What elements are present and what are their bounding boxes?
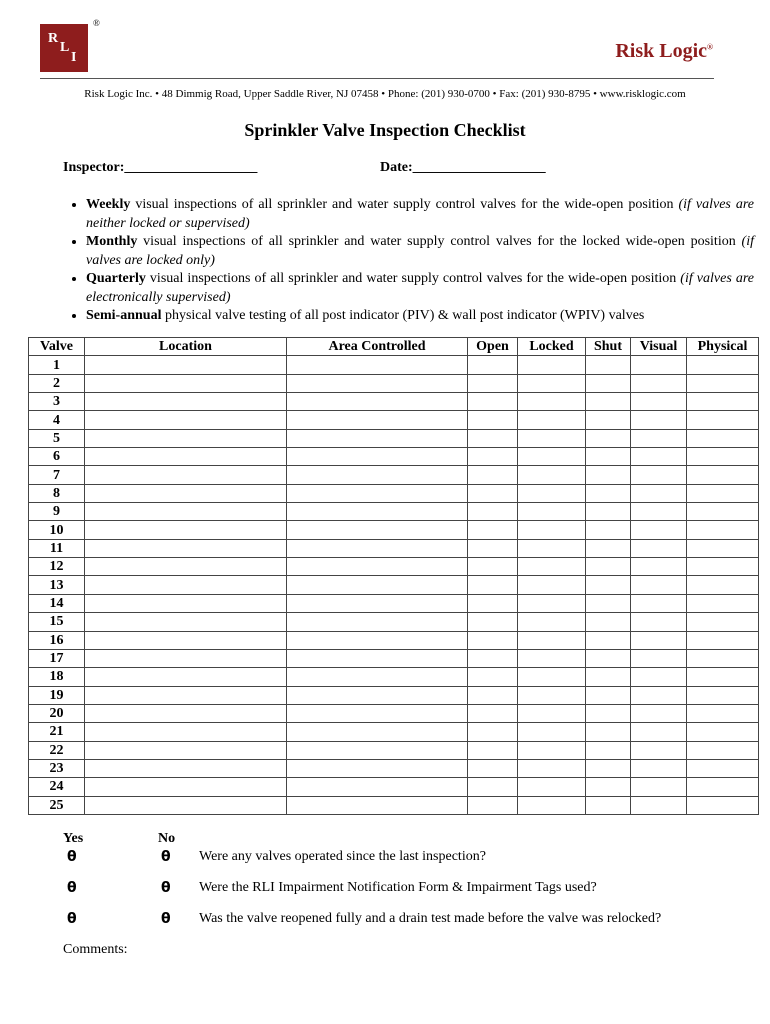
table-cell[interactable] [586, 649, 631, 667]
table-cell[interactable] [287, 796, 468, 814]
brand-registered-mark: ® [707, 42, 713, 52]
table-cell[interactable] [468, 521, 518, 539]
table-cell[interactable] [287, 521, 468, 539]
table-cell[interactable] [85, 741, 287, 759]
table-cell[interactable] [287, 466, 468, 484]
table-cell[interactable] [631, 668, 687, 686]
table-cell[interactable] [687, 594, 759, 612]
table-cell[interactable] [631, 631, 687, 649]
table-cell[interactable] [631, 686, 687, 704]
column-header-valve: Valve [29, 338, 85, 356]
table-row [29, 723, 759, 741]
yes-checkbox[interactable]: θ [67, 849, 77, 865]
table-cell[interactable] [687, 649, 759, 667]
comments-label: Comments: [63, 942, 128, 957]
table-cell[interactable] [287, 411, 468, 429]
table-cell[interactable] [518, 668, 586, 686]
no-column-label: No [158, 831, 176, 846]
yes-column-label: Yes [63, 831, 84, 846]
table-cell[interactable] [468, 796, 518, 814]
table-cell[interactable] [85, 686, 287, 704]
table-cell[interactable] [586, 521, 631, 539]
table-cell[interactable] [85, 521, 287, 539]
table-row [29, 411, 759, 429]
column-header-area-controlled: Area Controlled [287, 338, 468, 356]
table-cell[interactable] [468, 759, 518, 777]
table-cell[interactable] [468, 411, 518, 429]
frequency-label: Quarterly [86, 271, 146, 286]
brand-name [615, 40, 713, 63]
table-cell[interactable] [631, 429, 687, 447]
table-row [29, 484, 759, 502]
frequency-description: visual inspections of all sprinkler and water supply control valves for the wide-open position [145, 271, 681, 286]
valve-number: 25 [29, 796, 85, 814]
valve-number: 5 [29, 429, 85, 447]
table-row [29, 631, 759, 649]
table-row [29, 613, 759, 631]
table-cell[interactable] [468, 539, 518, 557]
table-cell[interactable] [586, 704, 631, 722]
table-cell[interactable] [468, 393, 518, 411]
no-checkbox[interactable]: θ [161, 911, 171, 927]
table-row [29, 558, 759, 576]
table-cell[interactable] [586, 631, 631, 649]
table-cell[interactable] [687, 429, 759, 447]
table-row [29, 576, 759, 594]
table-header-row [29, 338, 759, 356]
table-cell[interactable] [631, 594, 687, 612]
table-cell[interactable] [586, 686, 631, 704]
valve-number: 15 [29, 613, 85, 631]
table-cell[interactable] [518, 759, 586, 777]
table-cell[interactable] [518, 704, 586, 722]
table-cell[interactable] [468, 668, 518, 686]
table-cell[interactable] [85, 558, 287, 576]
valve-number: 8 [29, 484, 85, 502]
table-row [29, 594, 759, 612]
table-cell[interactable] [287, 539, 468, 557]
table-cell[interactable] [85, 484, 287, 502]
table-cell[interactable] [586, 558, 631, 576]
table-cell[interactable] [586, 503, 631, 521]
table-cell[interactable] [85, 539, 287, 557]
table-cell[interactable] [85, 503, 287, 521]
table-cell[interactable] [631, 503, 687, 521]
table-cell[interactable] [85, 613, 287, 631]
table-row [29, 521, 759, 539]
table-cell[interactable] [518, 466, 586, 484]
table-row [29, 393, 759, 411]
logo-registered-mark: ® [93, 18, 100, 28]
table-cell[interactable] [468, 631, 518, 649]
table-row [29, 649, 759, 667]
list-item [86, 233, 754, 270]
table-row [29, 704, 759, 722]
table-cell[interactable] [287, 503, 468, 521]
question-text: Were any valves operated since the last inspection? [199, 849, 486, 864]
logo-letter-i: I [71, 50, 77, 65]
table-cell[interactable] [687, 576, 759, 594]
table-cell[interactable] [85, 649, 287, 667]
table-cell[interactable] [687, 448, 759, 466]
table-row [29, 741, 759, 759]
table-cell[interactable] [687, 356, 759, 374]
table-cell[interactable] [518, 558, 586, 576]
table-cell[interactable] [468, 484, 518, 502]
table-cell[interactable] [631, 484, 687, 502]
frequency-description: physical valve testing of all post indicator (PIV) & wall post indicator (WPIV) valves [161, 308, 645, 323]
logo-letter-r: R [48, 31, 59, 46]
table-cell[interactable] [85, 704, 287, 722]
table-cell[interactable] [586, 778, 631, 796]
table-cell[interactable] [687, 631, 759, 649]
frequency-description: visual inspections of all sprinkler and water supply control valves for the wide-open position [130, 197, 679, 212]
table-cell[interactable] [518, 796, 586, 814]
table-cell[interactable] [287, 356, 468, 374]
valve-number: 2 [29, 374, 85, 392]
table-cell[interactable] [287, 393, 468, 411]
table-cell[interactable] [85, 759, 287, 777]
frequency-label: Monthly [86, 234, 138, 249]
frequency-description: visual inspections of all sprinkler and water supply control valves for the locked wide-open position [137, 234, 742, 249]
valve-number: 24 [29, 778, 85, 796]
table-cell[interactable] [586, 668, 631, 686]
table-cell[interactable] [287, 429, 468, 447]
table-cell[interactable] [468, 613, 518, 631]
table-cell[interactable] [518, 613, 586, 631]
table-cell[interactable] [468, 448, 518, 466]
table-cell[interactable] [85, 411, 287, 429]
valve-number: 22 [29, 741, 85, 759]
table-cell[interactable] [631, 778, 687, 796]
table-cell[interactable] [468, 466, 518, 484]
table-cell[interactable] [468, 558, 518, 576]
table-cell[interactable] [687, 723, 759, 741]
valve-inspection-table [28, 337, 759, 815]
table-cell[interactable] [468, 503, 518, 521]
table-cell[interactable] [518, 576, 586, 594]
table-cell[interactable] [687, 613, 759, 631]
table-cell[interactable] [287, 668, 468, 686]
column-header-locked: Locked [518, 338, 586, 356]
table-cell[interactable] [687, 558, 759, 576]
valve-number: 7 [29, 466, 85, 484]
question-text: Was the valve reopened fully and a drain test made before the valve was relocked? [199, 911, 662, 926]
table-cell[interactable] [687, 778, 759, 796]
valve-number: 10 [29, 521, 85, 539]
table-cell[interactable] [586, 411, 631, 429]
table-row [29, 429, 759, 447]
header-divider [40, 78, 714, 79]
table-cell[interactable] [287, 594, 468, 612]
table-cell[interactable] [85, 796, 287, 814]
table-cell[interactable] [687, 466, 759, 484]
list-item [86, 196, 754, 233]
table-cell[interactable] [687, 503, 759, 521]
table-cell[interactable] [287, 759, 468, 777]
table-cell[interactable] [287, 613, 468, 631]
table-cell[interactable] [287, 704, 468, 722]
table-cell[interactable] [287, 558, 468, 576]
table-cell[interactable] [687, 484, 759, 502]
table-cell[interactable] [631, 759, 687, 777]
column-header-open: Open [468, 338, 518, 356]
valve-number: 12 [29, 558, 85, 576]
table-cell[interactable] [586, 796, 631, 814]
table-cell[interactable] [518, 539, 586, 557]
frequency-condition: (if valves are neither locked or supervised) [86, 197, 754, 231]
table-cell[interactable] [586, 429, 631, 447]
column-header-visual: Visual [631, 338, 687, 356]
table-cell[interactable] [518, 631, 586, 649]
table-cell[interactable] [518, 484, 586, 502]
table-cell[interactable] [631, 723, 687, 741]
table-cell[interactable] [287, 741, 468, 759]
table-cell[interactable] [468, 374, 518, 392]
column-header-physical: Physical [687, 338, 759, 356]
valve-number: 4 [29, 411, 85, 429]
table-cell[interactable] [687, 521, 759, 539]
table-row [29, 686, 759, 704]
table-cell[interactable] [468, 649, 518, 667]
table-cell[interactable] [586, 539, 631, 557]
table-cell[interactable] [518, 594, 586, 612]
table-cell[interactable] [518, 503, 586, 521]
table-cell[interactable] [468, 594, 518, 612]
frequency-condition: (if valves are locked only) [86, 234, 754, 268]
table-cell[interactable] [687, 668, 759, 686]
table-cell[interactable] [586, 576, 631, 594]
table-row [29, 374, 759, 392]
valve-number: 16 [29, 631, 85, 649]
table-cell[interactable] [287, 686, 468, 704]
table-cell[interactable] [631, 539, 687, 557]
table-row [29, 778, 759, 796]
table-cell[interactable] [518, 741, 586, 759]
table-cell[interactable] [518, 778, 586, 796]
table-cell[interactable] [287, 484, 468, 502]
table-cell[interactable] [631, 649, 687, 667]
table-cell[interactable] [687, 686, 759, 704]
frequency-label: Weekly [86, 197, 131, 212]
table-cell[interactable] [631, 411, 687, 429]
table-cell[interactable] [85, 448, 287, 466]
column-header-location: Location [85, 338, 287, 356]
brand-name-text: Risk Logic [615, 40, 708, 62]
table-cell[interactable] [687, 393, 759, 411]
table-cell[interactable] [85, 466, 287, 484]
table-cell[interactable] [631, 558, 687, 576]
table-cell[interactable] [85, 374, 287, 392]
table-cell[interactable] [586, 759, 631, 777]
table-cell[interactable] [468, 723, 518, 741]
table-row [29, 466, 759, 484]
table-cell[interactable] [518, 356, 586, 374]
table-cell[interactable] [287, 448, 468, 466]
table-cell[interactable] [586, 448, 631, 466]
frequency-label: Semi-annual [86, 308, 162, 323]
table-cell[interactable] [287, 649, 468, 667]
table-cell[interactable] [468, 741, 518, 759]
frequency-condition: (if valves are electronically supervised) [86, 271, 754, 305]
table-cell[interactable] [687, 796, 759, 814]
table-cell[interactable] [518, 374, 586, 392]
valve-number: 3 [29, 393, 85, 411]
question-text: Were the RLI Impairment Notification Form & Impairment Tags used? [199, 880, 597, 895]
table-row [29, 759, 759, 777]
table-cell[interactable] [85, 356, 287, 374]
table-cell[interactable] [631, 466, 687, 484]
valve-rows [29, 356, 759, 815]
table-cell[interactable] [85, 668, 287, 686]
table-cell[interactable] [631, 356, 687, 374]
table-cell[interactable] [631, 521, 687, 539]
table-cell[interactable] [586, 356, 631, 374]
table-cell[interactable] [85, 576, 287, 594]
valve-number: 6 [29, 448, 85, 466]
table-cell[interactable] [287, 778, 468, 796]
table-cell[interactable] [631, 448, 687, 466]
table-cell[interactable] [85, 723, 287, 741]
table-cell[interactable] [687, 759, 759, 777]
table-cell[interactable] [586, 723, 631, 741]
table-cell[interactable] [687, 741, 759, 759]
table-cell[interactable] [468, 429, 518, 447]
column-header-shut: Shut [586, 338, 631, 356]
valve-number: 13 [29, 576, 85, 594]
table-cell[interactable] [631, 704, 687, 722]
table-cell[interactable] [468, 686, 518, 704]
table-cell[interactable] [631, 576, 687, 594]
table-cell[interactable] [631, 374, 687, 392]
table-cell[interactable] [468, 778, 518, 796]
table-cell[interactable] [518, 429, 586, 447]
table-cell[interactable] [518, 521, 586, 539]
inspection-frequency-list [60, 196, 754, 326]
table-cell[interactable] [518, 393, 586, 411]
yes-checkbox[interactable]: θ [67, 911, 77, 927]
table-cell[interactable] [287, 723, 468, 741]
table-cell[interactable] [287, 576, 468, 594]
table-row [29, 448, 759, 466]
valve-number: 1 [29, 356, 85, 374]
table-cell[interactable] [631, 393, 687, 411]
valve-number: 23 [29, 759, 85, 777]
no-checkbox[interactable]: θ [161, 849, 171, 865]
table-cell[interactable] [85, 594, 287, 612]
table-row [29, 503, 759, 521]
table-cell[interactable] [287, 631, 468, 649]
valve-number: 19 [29, 686, 85, 704]
table-cell[interactable] [586, 613, 631, 631]
table-cell[interactable] [687, 704, 759, 722]
valve-number: 14 [29, 594, 85, 612]
logo-letter-l: L [60, 40, 70, 55]
date-field[interactable]: Date:___________________ [380, 160, 546, 175]
table-cell[interactable] [468, 356, 518, 374]
table-row [29, 356, 759, 374]
inspector-field[interactable]: Inspector:___________________ [63, 160, 258, 175]
table-cell[interactable] [468, 704, 518, 722]
table-cell[interactable] [518, 686, 586, 704]
table-cell[interactable] [287, 374, 468, 392]
table-cell[interactable] [586, 594, 631, 612]
table-cell[interactable] [631, 796, 687, 814]
valve-number: 17 [29, 649, 85, 667]
table-cell[interactable] [586, 741, 631, 759]
table-cell[interactable] [518, 649, 586, 667]
table-cell[interactable] [85, 778, 287, 796]
table-cell[interactable] [586, 393, 631, 411]
table-cell[interactable] [518, 411, 586, 429]
table-cell[interactable] [687, 374, 759, 392]
table-cell[interactable] [586, 374, 631, 392]
table-row [29, 796, 759, 814]
table-cell[interactable] [518, 448, 586, 466]
table-cell[interactable] [631, 613, 687, 631]
valve-number: 11 [29, 539, 85, 557]
table-cell[interactable] [687, 539, 759, 557]
list-item [86, 307, 754, 326]
company-address: Risk Logic Inc. • 48 Dimmig Road, Upper Saddle River, NJ 07458 • Phone: (201) 930-0700 • Fax: (201) 930-8795 • www.risklogic.com [84, 88, 686, 100]
table-row [29, 539, 759, 557]
valve-number: 18 [29, 668, 85, 686]
valve-number: 9 [29, 503, 85, 521]
table-cell[interactable] [85, 429, 287, 447]
table-row [29, 668, 759, 686]
yes-checkbox[interactable]: θ [67, 880, 77, 896]
list-item [86, 270, 754, 307]
table-cell[interactable] [468, 576, 518, 594]
table-cell[interactable] [586, 484, 631, 502]
document-title: Sprinkler Valve Inspection Checklist [244, 120, 526, 140]
table-cell[interactable] [85, 393, 287, 411]
table-cell[interactable] [586, 466, 631, 484]
valve-number: 20 [29, 704, 85, 722]
table-cell[interactable] [631, 741, 687, 759]
table-cell[interactable] [687, 411, 759, 429]
rli-logo [40, 24, 88, 72]
table-cell[interactable] [518, 723, 586, 741]
valve-number: 21 [29, 723, 85, 741]
no-checkbox[interactable]: θ [161, 880, 171, 896]
table-cell[interactable] [85, 631, 287, 649]
